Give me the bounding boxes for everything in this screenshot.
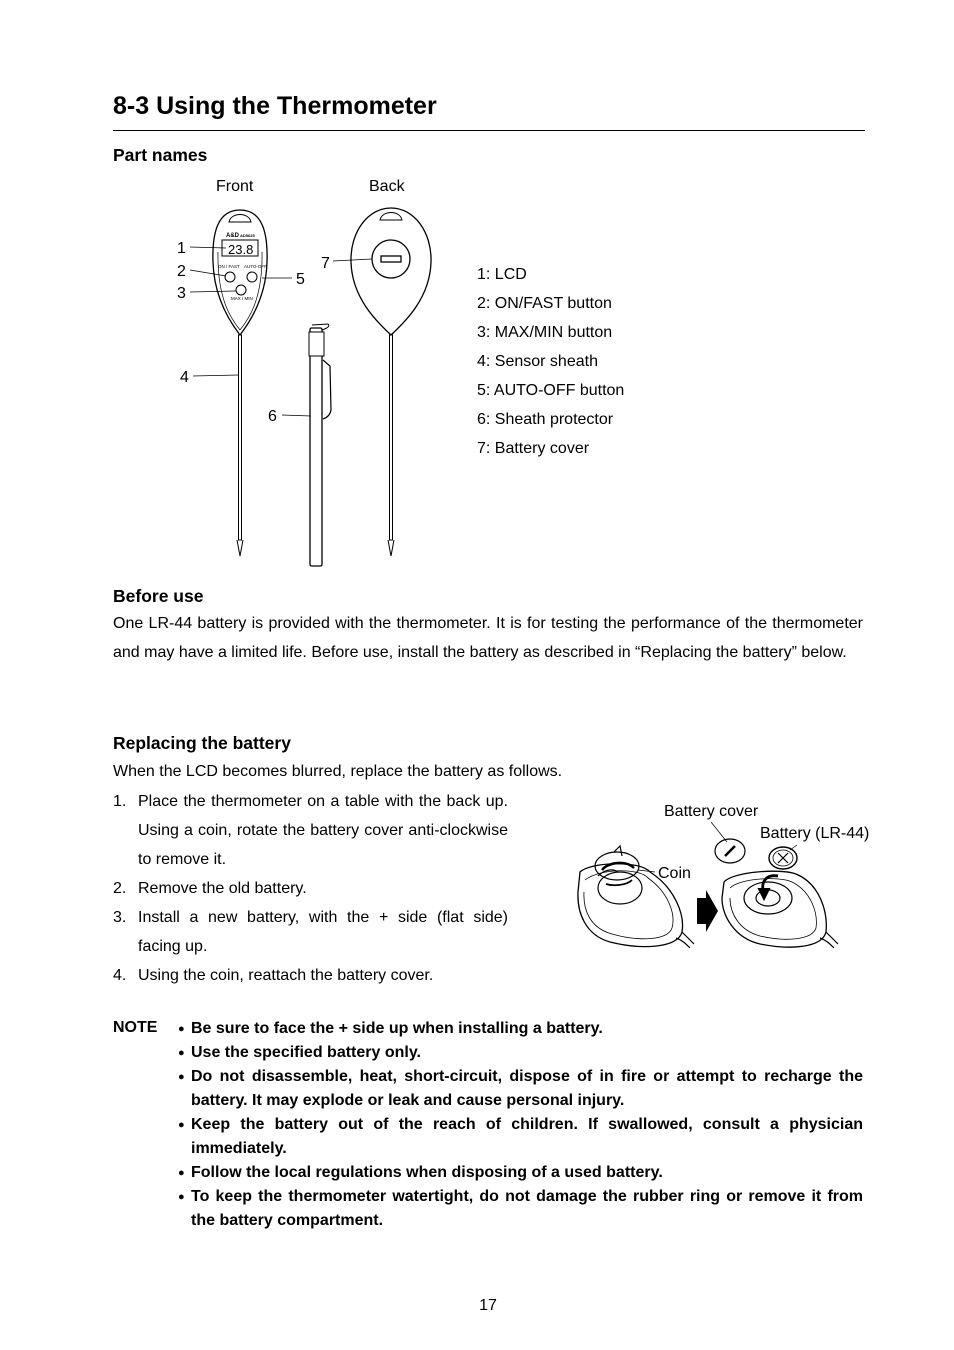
note-item — [178, 1017, 863, 1041]
battery-cover-part — [715, 839, 745, 863]
step-item — [113, 961, 508, 990]
bullet-icon: ● — [178, 1191, 185, 1203]
auto-off-button — [247, 272, 257, 282]
legend-item: 2: ON/FAST button — [477, 295, 612, 312]
device-removing-cover — [578, 846, 694, 948]
back-probe — [390, 335, 393, 540]
coin-label: Coin — [658, 865, 691, 882]
note-item — [178, 1113, 863, 1161]
lcd-reading: 23.8 — [228, 242, 254, 257]
battery-cover-label: Battery cover — [664, 803, 759, 820]
back-label: Back — [369, 178, 405, 195]
front-label: Front — [216, 178, 254, 195]
step-number: 2. — [113, 880, 127, 897]
replacing-intro: When the LCD becomes blurred, replace the battery as follows. — [113, 763, 563, 780]
part-names-heading: Part names — [113, 145, 208, 165]
note-text: Do not disassemble, heat, short-circuit, dispose of in fire or attempt to recharge the battery. It may explode or leak and cause personal injury. — [191, 1068, 863, 1109]
note-text: To keep the thermometer watertight, do not damage the rubber ring or remove it from the battery compartment. — [191, 1188, 863, 1229]
legend-item: 3: MAX/MIN button — [477, 324, 613, 341]
callout-4: 4 — [180, 369, 189, 386]
bullet-icon: ● — [178, 1167, 185, 1179]
legend-item: 5: AUTO-OFF button — [477, 382, 625, 399]
note-text: Be sure to face the + side up when installing a battery. — [191, 1020, 603, 1037]
device-inserting-battery — [722, 871, 838, 948]
legend-item: 1: LCD — [477, 266, 527, 283]
callout-7: 7 — [321, 255, 330, 272]
callout-2: 2 — [177, 263, 186, 280]
thermometer-back-view — [351, 208, 431, 556]
max-min-label: MAX / MIN — [231, 296, 253, 301]
max-min-button — [236, 285, 246, 295]
battery-label: Battery (LR-44) — [760, 825, 870, 842]
callout-3: 3 — [177, 285, 186, 302]
step-item — [113, 903, 508, 961]
step-number: 3. — [113, 909, 127, 926]
bullet-icon: ● — [178, 1119, 185, 1131]
step-item — [113, 874, 508, 903]
page-number: 17 — [479, 1297, 497, 1314]
battery-lr44-part — [769, 847, 797, 869]
callout-1: 1 — [177, 240, 186, 257]
front-probe — [239, 335, 242, 540]
before-use-text: One LR-44 battery is provided with the thermometer. It is for testing the performance of the thermometer and may have a limited life. Before use, install the battery as described in “Replacing the battery” below. — [113, 615, 863, 661]
callout-5: 5 — [296, 271, 305, 288]
thermometer-parts-diagram — [160, 195, 460, 575]
note-text: Use the specified battery only. — [191, 1044, 421, 1061]
part-legend — [477, 260, 624, 463]
replacement-steps — [113, 787, 508, 990]
step-text: Install a new battery, with the + side (flat side) facing up. — [138, 909, 508, 955]
battery-replacement-diagram — [570, 795, 880, 965]
on-fast-button — [225, 272, 235, 282]
bullet-icon: ● — [178, 1047, 185, 1059]
step-text: Place the thermometer on a table with the back up. Using a coin, rotate the battery cover anti-clockwise to remove it. — [138, 793, 508, 868]
legend-item: 4: Sensor sheath — [477, 353, 598, 370]
step-number: 1. — [113, 793, 127, 810]
legend-item: 6: Sheath protector — [477, 411, 614, 428]
sheath-protector — [309, 324, 331, 566]
callout-6: 6 — [268, 408, 277, 425]
replacing-heading: Replacing the battery — [113, 733, 291, 753]
before-use-heading: Before use — [113, 586, 204, 606]
step-text: Using the coin, reattach the battery cover. — [138, 967, 434, 984]
brand-logo: A&D — [226, 233, 239, 239]
note-item — [178, 1065, 863, 1113]
bullet-icon: ● — [178, 1023, 185, 1035]
auto-off-label: AUTO-OFF — [244, 264, 267, 269]
note-item — [178, 1041, 863, 1065]
title-rule — [113, 130, 865, 131]
step-text: Remove the old battery. — [138, 880, 307, 897]
note-item — [178, 1161, 863, 1185]
page-title: 8-3 Using the Thermometer — [113, 92, 437, 120]
note-text: Follow the local regulations when disposing of a used battery. — [191, 1164, 663, 1181]
bullet-icon: ● — [178, 1071, 185, 1083]
callout-leaders — [190, 247, 372, 416]
model-name: AD5625 — [240, 233, 255, 238]
note-label: NOTE — [113, 1019, 158, 1036]
note-list — [178, 1017, 863, 1233]
legend-item: 7: Battery cover — [477, 440, 590, 457]
note-text: Keep the battery out of the reach of children. If swallowed, consult a physician immediately. — [191, 1116, 863, 1157]
step-number: 4. — [113, 967, 127, 984]
thermometer-front-view — [213, 210, 267, 556]
step-item — [113, 787, 508, 874]
on-fast-label: ON / FAST — [218, 264, 240, 269]
note-item — [178, 1185, 863, 1233]
arrow-icon — [697, 890, 718, 932]
